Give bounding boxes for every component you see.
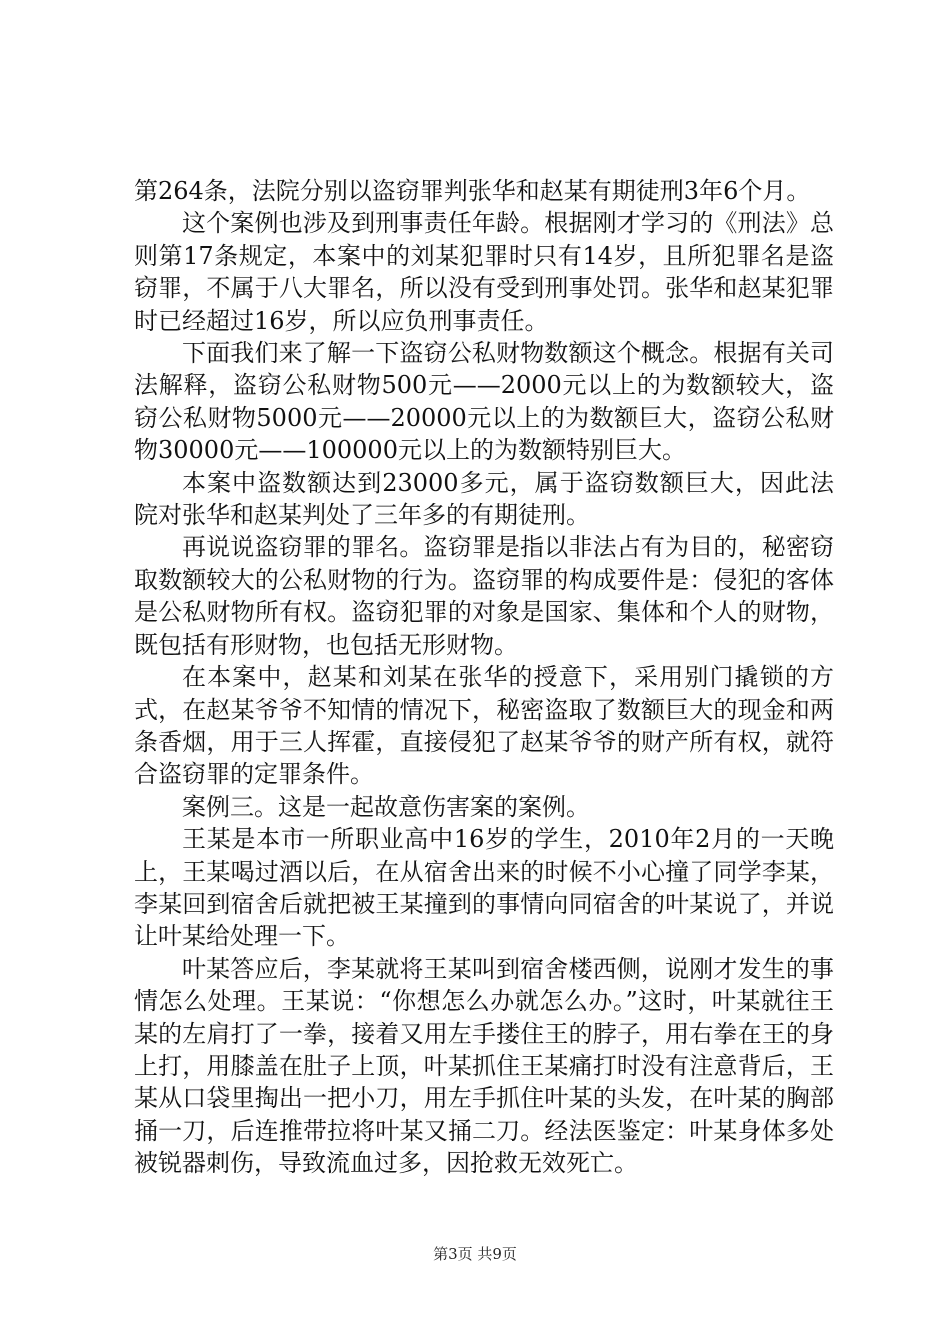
paragraph: 本案中盗数额达到23000多元，属于盗窃数额巨大，因此法院对张华和赵某判处了三年多的有期徒刑。 bbox=[134, 468, 834, 530]
document-body bbox=[134, 175, 834, 1180]
paragraph: 第264条，法院分别以盗窃罪判张华和赵某有期徒刑3年6个月。 bbox=[134, 177, 811, 205]
paragraph: 叶某答应后，李某就将王某叫到宿舍楼西侧，说刚才发生的事情怎么处理。王某说：“你想怎么办就怎么办。”这时，叶某就往王某的左肩打了一拳，接着又用左手搂住王的脖子，用右拳在王的身上打，用膝盖在肚子上顶，叶某抓住王某痛打时没有注意背后，王某从口袋里掏出一把小刀，用左手抓住叶某的头发，在叶某的胸部捅一刀，后连推带拉将叶某又捅二刀。经法医鉴定：叶某身体多处被锐器刺伤，导致流血过多，因抢救无效死亡。 bbox=[134, 954, 834, 1178]
page-number-footer: 第3页 共9页 bbox=[433, 1245, 517, 1263]
paragraph: 案例三。这是一起故意伤害案的案例。 bbox=[182, 792, 590, 821]
paragraph: 在本案中，赵某和刘某在张华的授意下，采用别门撬锁的方式，在赵某爷爷不知情的情况下，秘密盗取了数额巨大的现金和两条香烟，用于三人挥霍，直接侵犯了赵某爷爷的财产所有权，就符合盗窃罪的定罪条件。 bbox=[134, 663, 834, 789]
paragraph: 王某是本市一所职业高中16岁的学生，2010年2月的一天晚上，王某喝过酒以后，在从宿舍出来的时候不小心撞了同学李某，李某回到宿舍后就把被王某撞到的事情向同宿舍的叶某说了，并说让叶某给处理一下。 bbox=[134, 825, 834, 951]
paragraph: 再说说盗窃罪的罪名。盗窃罪是指以非法占有为目的，秘密窃取数额较大的公私财物的行为。盗窃罪的构成要件是：侵犯的客体是公私财物所有权。盗窃犯罪的对象是国家、集体和个人的财物，既包括有形财物，也包括无形财物。 bbox=[134, 533, 834, 659]
paragraph: 下面我们来了解一下盗窃公私财物数额这个概念。根据有关司法解释，盗窃公私财物500元——2000元以上的为数额较大，盗窃公私财物5000元——20000元以上的为数额巨大，盗窃公私财物30000元——100000元以上的为数额特别巨大。 bbox=[134, 339, 834, 465]
paragraph: 这个案例也涉及到刑事责任年龄。根据刚才学习的《刑法》总则第17条规定，本案中的刘某犯罪时只有14岁，且所犯罪名是盗窃罪，不属于八大罪名，所以没有受到刑事处罚。张华和赵某犯罪时已经超过16岁，所以应负刑事责任。 bbox=[134, 209, 834, 335]
